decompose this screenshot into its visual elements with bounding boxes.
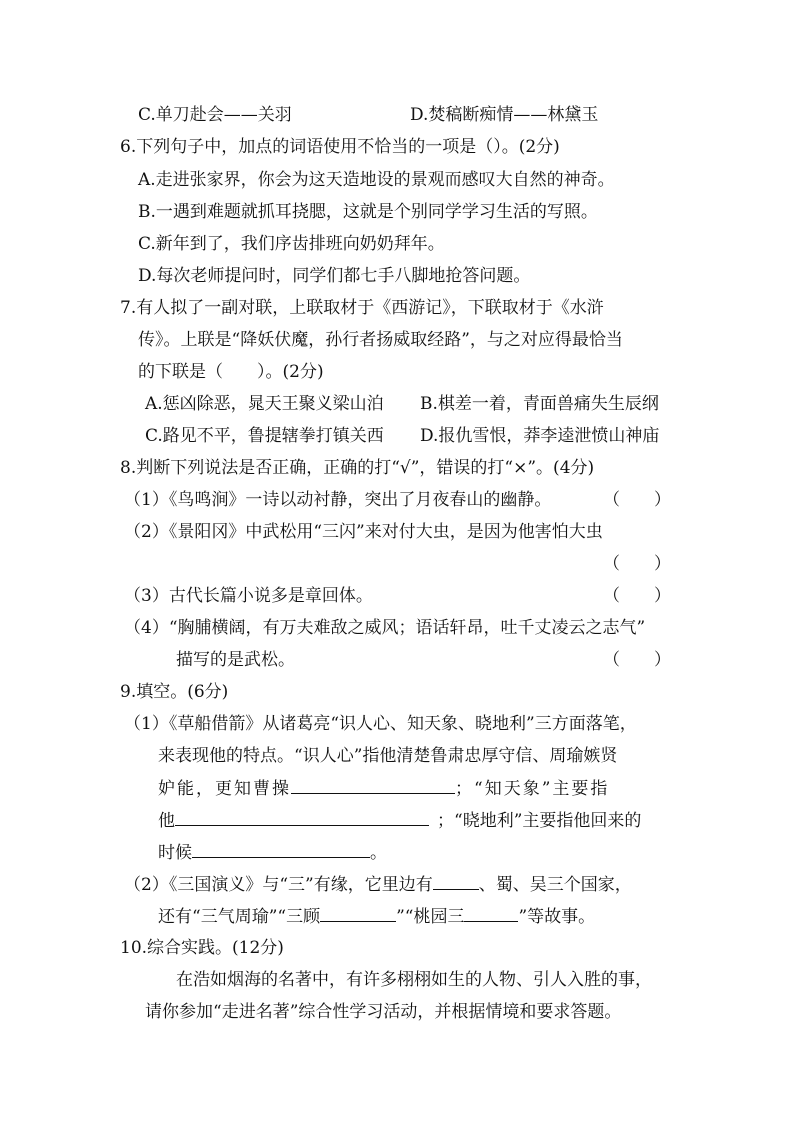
- q10-intro-line1: 在浩如烟海的名著中，有许多栩栩如生的人物、引人入胜的事，: [176, 970, 652, 990]
- q8-answer-blank-3[interactable]: （ ）: [603, 586, 671, 606]
- q8-answer-blank-4[interactable]: （ ）: [603, 650, 671, 670]
- q9-part1-line3-text-a: 妒能，更知曹操: [158, 779, 291, 799]
- q7-stem-line1: 7.有人拟了一副对联，上联取材于《西游记》，下联取材于《水浒: [120, 298, 604, 318]
- q9-part1-line4-text-a: 他: [158, 811, 175, 831]
- q9-part1-line4: [158, 809, 641, 832]
- q8-statement-1: （1）《鸟鸣涧》一诗以动衬静，突出了月夜春山的幽静。: [124, 490, 552, 510]
- q8-answer-blank-2[interactable]: （ ）: [603, 554, 671, 574]
- q9-part1-line3-text-b: ；“知天象”主要指: [455, 779, 610, 799]
- q7-option-d: D.报仇雪恨，莽李逵泄愤山神庙: [420, 426, 660, 446]
- q5-option-c: C.单刀赴会——关羽: [138, 105, 292, 125]
- q9-blank-san-gu[interactable]: [320, 905, 396, 922]
- q8-statement-4-line1: （4）“胸脯横阔，有万夫难敌之威风；语话轩昂，吐千丈凌云之志气”: [124, 618, 646, 638]
- q9-part2-line1-text-b: 、蜀、吴三个国家，: [478, 875, 632, 895]
- q9-part1-line3: [158, 777, 609, 800]
- q8-statement-2: （2）《景阳冈》中武松用“三闪”来对付大虫，是因为他害怕大虫: [124, 522, 603, 542]
- q7-stem-line3: 的下联是（ ）。(2分): [138, 362, 324, 382]
- q7-option-c: C.路见不平，鲁提辖拳打镇关西: [145, 426, 384, 446]
- q9-blank-tao-yuan[interactable]: [464, 905, 518, 922]
- q9-part2-line2-text-b: ”“桃园三: [396, 907, 465, 927]
- q9-part1-line5-text-a: 时候: [158, 843, 192, 863]
- q8-statement-4-line2: 描写的是武松。: [176, 650, 295, 670]
- q9-part1-line1: （1）《草船借箭》从诸葛亮“识人心、知天象、晓地利”三方面落笔，: [124, 714, 637, 734]
- q9-part1-line5: [158, 841, 387, 864]
- q9-part2-line2-text-c: ”等故事。: [518, 907, 596, 927]
- q7-option-b: B.棋差一着，青面兽痛失生辰纲: [420, 394, 659, 414]
- q6-option-c: C.新年到了，我们序齿排班向奶奶拜年。: [138, 234, 445, 254]
- q8-statement-3: （3）古代长篇小说多是章回体。: [124, 586, 373, 606]
- q10-intro-line2: 请你参加“走进名著”综合性学习活动，并根据情境和要求答题。: [145, 1002, 622, 1022]
- q9-blank-di-li[interactable]: [192, 841, 370, 858]
- q6-option-b: B.一遇到难题就抓耳挠腮，这就是个别同学学习生活的写照。: [138, 202, 598, 222]
- q10-stem: 10.综合实践。(12分): [120, 938, 284, 958]
- q9-part2-line2: [158, 905, 595, 928]
- q8-stem: 8.判断下列说法是否正确，正确的打“√”，错误的打“×”。(4分): [120, 458, 595, 478]
- q6-option-a: A.走进张家界，你会为这天造地设的景观而感叹大自然的神奇。: [138, 170, 615, 190]
- q9-part1-line2: 来表现他的特点。“识人心”指他清楚鲁肃忠厚守信、周瑜嫉贤: [158, 746, 618, 766]
- q9-stem: 9.填空。(6分): [120, 682, 229, 702]
- q7-stem-line2: 传》。上联是“降妖伏魔，孙行者扬威取经路”，与之对应得最恰当: [138, 330, 623, 350]
- q9-blank-cao-cao[interactable]: [291, 777, 455, 794]
- q9-part2-line2-text-a: 还有“三气周瑜”“三顾: [158, 907, 321, 927]
- q9-blank-tian-xiang[interactable]: [175, 809, 429, 826]
- q9-part2-line1-text-a: （2）《三国演义》与“三”有缘，它里边有: [124, 875, 433, 895]
- q7-option-a: A.惩凶除恶，晁天王聚义梁山泊: [145, 394, 384, 414]
- q9-part1-line5-text-b: 。: [370, 843, 387, 863]
- q8-answer-blank-1[interactable]: （ ）: [603, 490, 671, 510]
- q6-option-d: D.每次老师提问时，同学们都七手八脚地抢答问题。: [138, 266, 531, 286]
- q9-blank-kingdom[interactable]: [433, 873, 479, 890]
- q5-option-d: D.焚稿断痴情——林黛玉: [410, 105, 599, 125]
- q9-part2-line1: [124, 873, 632, 896]
- q6-stem: 6.下列句子中，加点的词语使用不恰当的一项是（）。(2分): [120, 137, 560, 157]
- q9-part1-line4-text-b: ；“晓地利”主要指他回来的: [437, 811, 642, 831]
